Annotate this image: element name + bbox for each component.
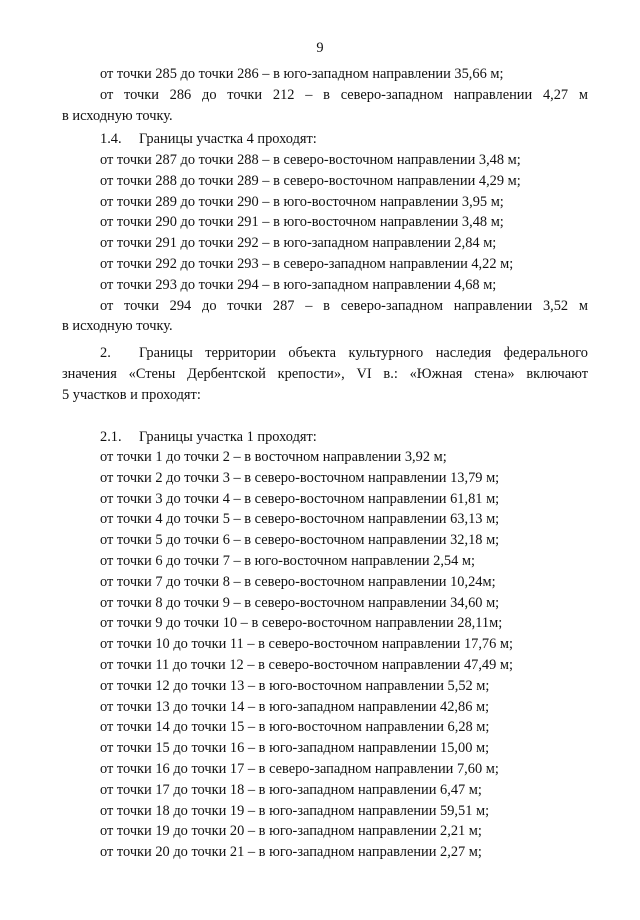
subsection-title: Границы участка 1 проходят: [139,429,317,445]
boundary-line: от точки 8 до точки 9 – в северо-восточном направлении 34,60 м; [100,594,500,611]
section-2-text-1: Границы территории объекта культурного наследия федерального [139,345,588,361]
section1-tail [62,64,588,126]
subsection-2-1-list [62,447,588,863]
boundary-line: от точки 6 до точки 7 – в юго-восточном направлении 2,54 м; [100,552,476,569]
boundary-line: от точки 288 до точки 289 – в северо-восточном направлении 4,29 м; [100,172,521,189]
subsection-title: Границы участка 4 проходят: [139,131,317,147]
boundary-line-final-end: в исходную точку. [62,107,173,124]
subsection-number: 2.1. [100,429,122,445]
section-number: 2. [100,345,111,361]
boundary-line: от точки 17 до точки 18 – в юго-западном направлении 6,47 м; [100,781,482,798]
boundary-line: от точки 15 до точки 16 – в юго-западном направлении 15,00 м; [100,740,490,757]
boundary-line: от точки 20 до точки 21 – в юго-западном направлении 2,27 м; [100,844,482,861]
boundary-line: от точки 4 до точки 5 – в северо-восточном направлении 63,13 м; [100,511,500,528]
boundary-line: от точки 9 до точки 10 – в северо-восточном направлении 28,11м; [100,615,503,632]
boundary-line: от точки 5 до точки 6 – в северо-восточном направлении 32,18 м; [100,532,500,549]
boundary-line: от точки 12 до точки 13 – в юго-восточном направлении 5,52 м; [100,677,490,694]
section-2-line-2: значения «Стены Дербентской крепости», VI в.: «Южная стена» включают [62,365,588,382]
boundary-line: от точки 19 до точки 20 – в юго-западном направлении 2,21 м; [100,823,482,840]
boundary-line: от точки 7 до точки 8 – в северо-восточном направлении 10,24м; [100,573,496,590]
boundary-line: от точки 1 до точки 2 – в восточном направлении 3,92 м; [100,449,447,465]
section-2 [62,343,588,405]
subsection-heading [62,427,588,448]
boundary-line-final-end: в исходную точку. [62,318,173,335]
subsection-heading [62,129,588,150]
boundary-line: от точки 3 до точки 4 – в северо-восточном направлении 61,81 м; [100,490,500,507]
boundary-line: от точки 13 до точки 14 – в юго-западном направлении 42,86 м; [100,698,490,715]
boundary-line: от точки 2 до точки 3 – в северо-восточном направлении 13,79 м; [100,469,500,486]
boundary-line: от точки 14 до точки 15 – в юго-восточном направлении 6,28 м; [100,719,490,736]
boundary-line: от точки 291 до точки 292 – в юго-западном направлении 2,84 м; [100,235,497,252]
boundary-line: от точки 285 до точки 286 – в юго-западном направлении 35,66 м; [100,66,504,82]
boundary-line: от точки 292 до точки 293 – в северо-западном направлении 4,22 м; [100,255,514,272]
boundary-line: от точки 289 до точки 290 – в юго-восточном направлении 3,95 м; [100,193,504,210]
boundary-line: от точки 293 до точки 294 – в юго-западном направлении 4,68 м; [100,276,497,293]
page-number: 9 [316,40,324,56]
subsection-1-4 [62,129,588,150]
boundary-line: от точки 10 до точки 11 – в северо-восточном направлении 17,76 м; [100,636,514,653]
boundary-line-final-start: от точки 286 до точки 212 – в северо-западном направлении 4,27 м [100,86,588,103]
boundary-line: от точки 16 до точки 17 – в северо-западном направлении 7,60 м; [100,760,499,777]
subsection-1-4-list [62,150,588,337]
boundary-line: от точки 11 до точки 12 – в северо-восточном направлении 47,49 м; [100,656,514,673]
subsection-2-1 [62,427,588,448]
boundary-line: от точки 18 до точки 19 – в юго-западном направлении 59,51 м; [100,802,490,819]
boundary-line-final-start: от точки 294 до точки 287 – в северо-западном направлении 3,52 м [100,297,588,314]
boundary-line: от точки 287 до точки 288 – в северо-восточном направлении 3,48 м; [100,152,521,168]
subsection-number: 1.4. [100,131,122,147]
section-2-line-1 [62,343,588,364]
boundary-line: от точки 290 до точки 291 – в юго-восточном направлении 3,48 м; [100,214,504,231]
section-2-line-3: 5 участков и проходят: [62,386,201,403]
